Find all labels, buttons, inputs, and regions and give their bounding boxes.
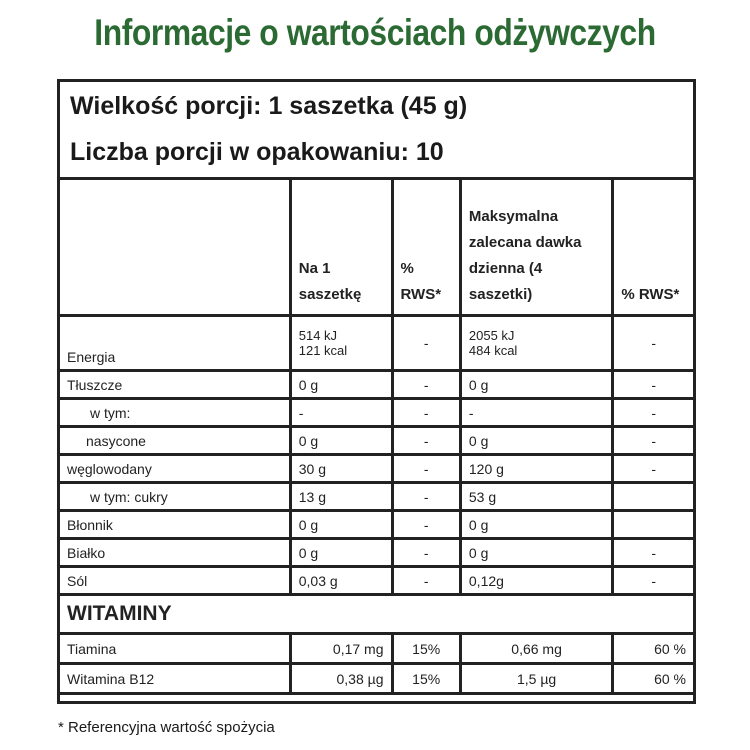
- nutrition-facts-panel: [57, 79, 696, 704]
- per-sachet-value: 13 g: [290, 483, 392, 511]
- per-sachet-value: -: [290, 399, 392, 427]
- rws-1-value: -: [392, 455, 460, 483]
- energy-max-kj: 2055 kJ: [468, 328, 515, 343]
- rws-2-value: [613, 511, 693, 539]
- rws-2-value: -: [613, 567, 693, 595]
- rws-2-value: -: [613, 371, 693, 399]
- table-row: [60, 455, 693, 483]
- rws-1-value: -: [392, 427, 460, 455]
- row-label: Białko: [60, 539, 290, 567]
- header-per-sachet: Na 1 saszetkę: [290, 179, 392, 316]
- row-label: w tym: cukry: [60, 483, 290, 511]
- table-row: [60, 539, 693, 567]
- per-sachet-value: 30 g: [290, 455, 392, 483]
- max-daily-value: 1,5 µg: [460, 664, 612, 694]
- vitamins-heading: WITAMINY: [60, 595, 693, 634]
- max-daily-value: 0 g: [460, 371, 612, 399]
- rws-2-value: -: [613, 455, 693, 483]
- rws-2-value: 60 %: [613, 634, 693, 664]
- table-row: [60, 483, 693, 511]
- row-label: Tiamina: [60, 634, 290, 664]
- nutrition-table: [60, 177, 693, 695]
- serving-info: [60, 82, 693, 180]
- rws-1-value: -: [392, 567, 460, 595]
- rws-2-value: 60 %: [613, 664, 693, 694]
- rws-2-value: -: [613, 399, 693, 427]
- rws-1-value: 15%: [392, 634, 460, 664]
- header-rws-1: % RWS*: [392, 179, 460, 316]
- table-header-row: [60, 179, 693, 316]
- header-max-daily: Maksymalna zalecana dawka dzienna (4 saszetki): [460, 179, 612, 316]
- energy-per-sachet-kcal: 121 kcal: [298, 343, 348, 358]
- table-row-energy: [60, 316, 693, 371]
- row-label: nasycone: [60, 427, 290, 455]
- rws-1-value: -: [392, 483, 460, 511]
- row-label: w tym:: [60, 399, 290, 427]
- row-label: Sól: [60, 567, 290, 595]
- table-row: [60, 511, 693, 539]
- max-daily-value: 0 g: [460, 539, 612, 567]
- energy-max-daily: [460, 316, 612, 371]
- row-label: Energia: [60, 316, 290, 371]
- per-sachet-value: 0 g: [290, 511, 392, 539]
- row-label: Błonnik: [60, 511, 290, 539]
- row-label: Tłuszcze: [60, 371, 290, 399]
- servings-per-package: Liczba porcji w opakowaniu: 10: [70, 138, 444, 166]
- table-row-vitamin: [60, 664, 693, 694]
- per-sachet-value: 0,03 g: [290, 567, 392, 595]
- rws-1-value: -: [392, 371, 460, 399]
- table-row: [60, 567, 693, 595]
- energy-rws-1: -: [392, 316, 460, 371]
- table-row: [60, 427, 693, 455]
- row-label: Witamina B12: [60, 664, 290, 694]
- rws-1-value: -: [392, 539, 460, 567]
- table-row-vitamin: [60, 634, 693, 664]
- max-daily-value: 0 g: [460, 427, 612, 455]
- rws-2-value: -: [613, 427, 693, 455]
- per-sachet-value: 0 g: [290, 427, 392, 455]
- energy-per-sachet-kj: 514 kJ: [298, 328, 338, 343]
- energy-max-kcal: 484 kcal: [468, 343, 518, 358]
- rws-2-value: [613, 483, 693, 511]
- energy-per-sachet: [290, 316, 392, 371]
- per-sachet-value: 0,17 mg: [290, 634, 392, 664]
- max-daily-value: 0 g: [460, 511, 612, 539]
- rws-1-value: -: [392, 399, 460, 427]
- per-sachet-value: 0 g: [290, 539, 392, 567]
- rws-1-value: -: [392, 511, 460, 539]
- vitamins-section-row: [60, 595, 693, 634]
- page-title: Informacje o wartościach odżywczych: [94, 12, 656, 53]
- serving-size: Wielkość porcji: 1 saszetka (45 g): [70, 92, 468, 120]
- per-sachet-value: 0,38 µg: [290, 664, 392, 694]
- header-name: [60, 179, 290, 316]
- energy-rws-2: -: [613, 316, 693, 371]
- table-row: [60, 399, 693, 427]
- rws-1-value: 15%: [392, 664, 460, 694]
- rws-2-value: -: [613, 539, 693, 567]
- row-label: węglowodany: [60, 455, 290, 483]
- footnote: * Referencyjna wartość spożycia: [58, 719, 275, 736]
- max-daily-value: 0,66 mg: [460, 634, 612, 664]
- per-sachet-value: 0 g: [290, 371, 392, 399]
- header-rws-2: % RWS*: [613, 179, 693, 316]
- max-daily-value: 120 g: [460, 455, 612, 483]
- max-daily-value: 53 g: [460, 483, 612, 511]
- max-daily-value: 0,12g: [460, 567, 612, 595]
- max-daily-value: -: [460, 399, 612, 427]
- table-row: [60, 371, 693, 399]
